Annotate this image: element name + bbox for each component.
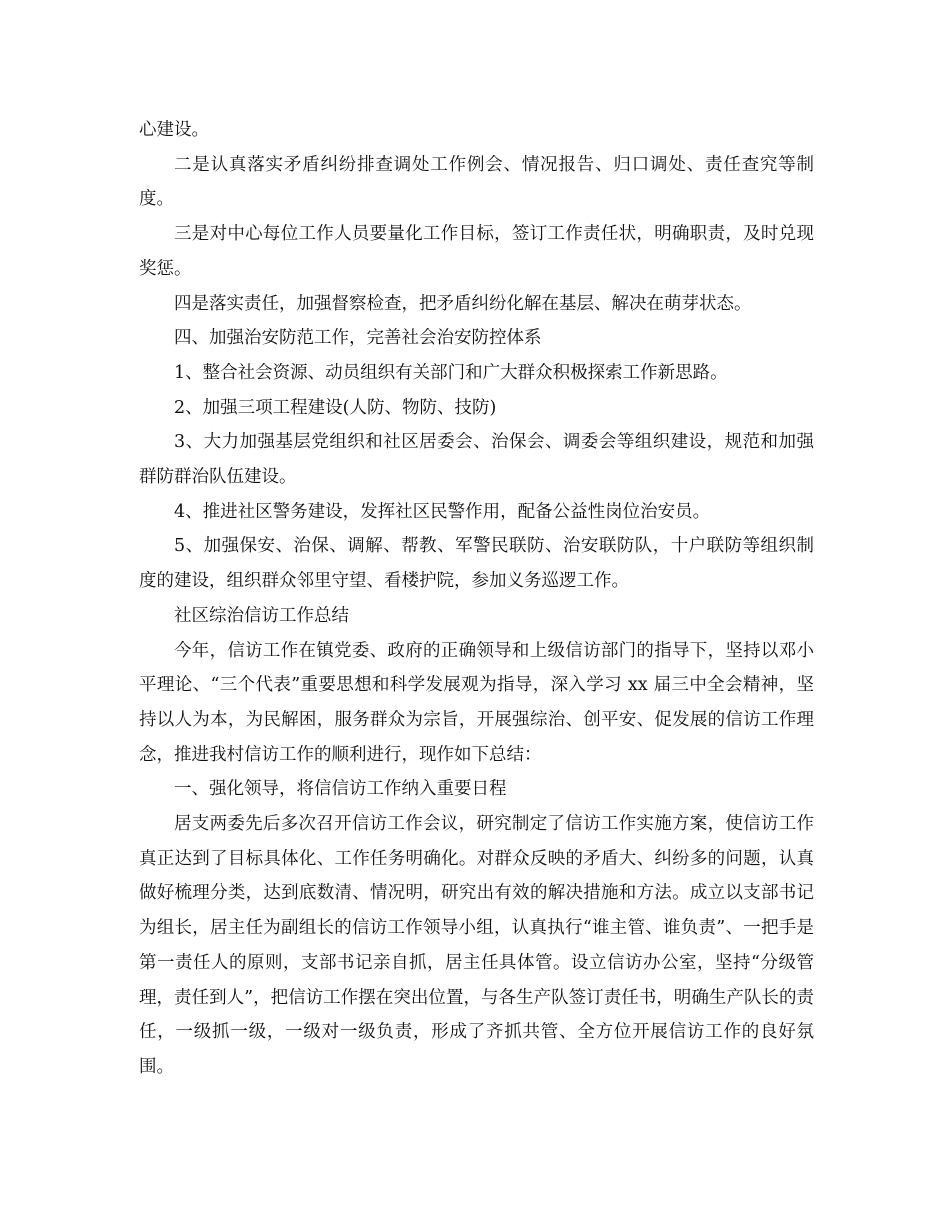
paragraph: 二是认真落实矛盾纠纷排查调处工作例会、情况报告、归口调处、责任查究等制度。: [139, 154, 814, 210]
list-item: 2、加强三项工程建设(人防、物防、技防): [174, 397, 497, 418]
paragraph: 今年，信访工作在镇党委、政府的正确领导和上级信访部门的指导下，坚持以邓小平理论、“三个代表”重要思想和科学发展观为指导，深入学习 xx 届三中全会精神，坚持以人为本，为民解困，服务群众为宗旨，开展强综治、创平安、促发展的信访工作理念，推进我村信访工作的顺利进行，现作如下总结：: [139, 640, 814, 765]
section-heading: 一、强化领导，将信信访工作纳入重要日程: [174, 779, 507, 800]
list-item: 4、推进社区警务建设，发挥社区民警作用，配备公益性岗位治安员。: [174, 501, 711, 522]
list-item: 3、大力加强基层党组织和社区居委会、治保会、调委会等组织建设，规范和加强群防群治队伍建设。: [139, 432, 814, 488]
paragraph: 居支两委先后多次召开信访工作会议，研究制定了信访工作实施方案，使信访工作真正达到了目标具体化、工作任务明确化。对群众反映的矛盾大、纠纷多的问题，认真做好梳理分类，达到底数清、情况明，研究出有效的解决措施和方法。成立以支部书记为组长，居主任为副组长的信访工作领导小组，认真执行“谁主管、谁负责”、一把手是第一责任人的原则，支部书记亲自抓，居主任具体管。设立信访办公室，坚持“分级管理，责任到人”，把信访工作摆在突出位置，与各生产队签订责任书，明确生产队长的责任，一级抓一级，一级对一级负责，形成了齐抓共管、全方位开展信访工作的良好氛围。: [139, 814, 814, 1077]
section-heading: 四、加强治安防范工作，完善社会治安防控体系: [174, 328, 542, 349]
list-item: 1、整合社会资源、动员组织有关部门和广大群众积极探索工作新思路。: [174, 362, 728, 383]
paragraph: 心建设。: [139, 120, 209, 140]
paragraph: 三是对中心每位工作人员要量化工作目标，签订工作责任状，明确职责，及时兑现奖惩。: [139, 224, 814, 279]
list-item: 5、加强保安、治保、调解、帮教、军警民联防、治安联防队，十户联防等组织制度的建设，组织群众邻里守望、看楼护院，参加义务巡逻工作。: [139, 536, 814, 592]
document-title: 社区综治信访工作总结: [174, 605, 349, 626]
paragraph: 四是落实责任，加强督察检查，把矛盾纠纷化解在基层、解决在萌芽状态。: [174, 293, 752, 314]
document-body: [139, 113, 814, 1085]
